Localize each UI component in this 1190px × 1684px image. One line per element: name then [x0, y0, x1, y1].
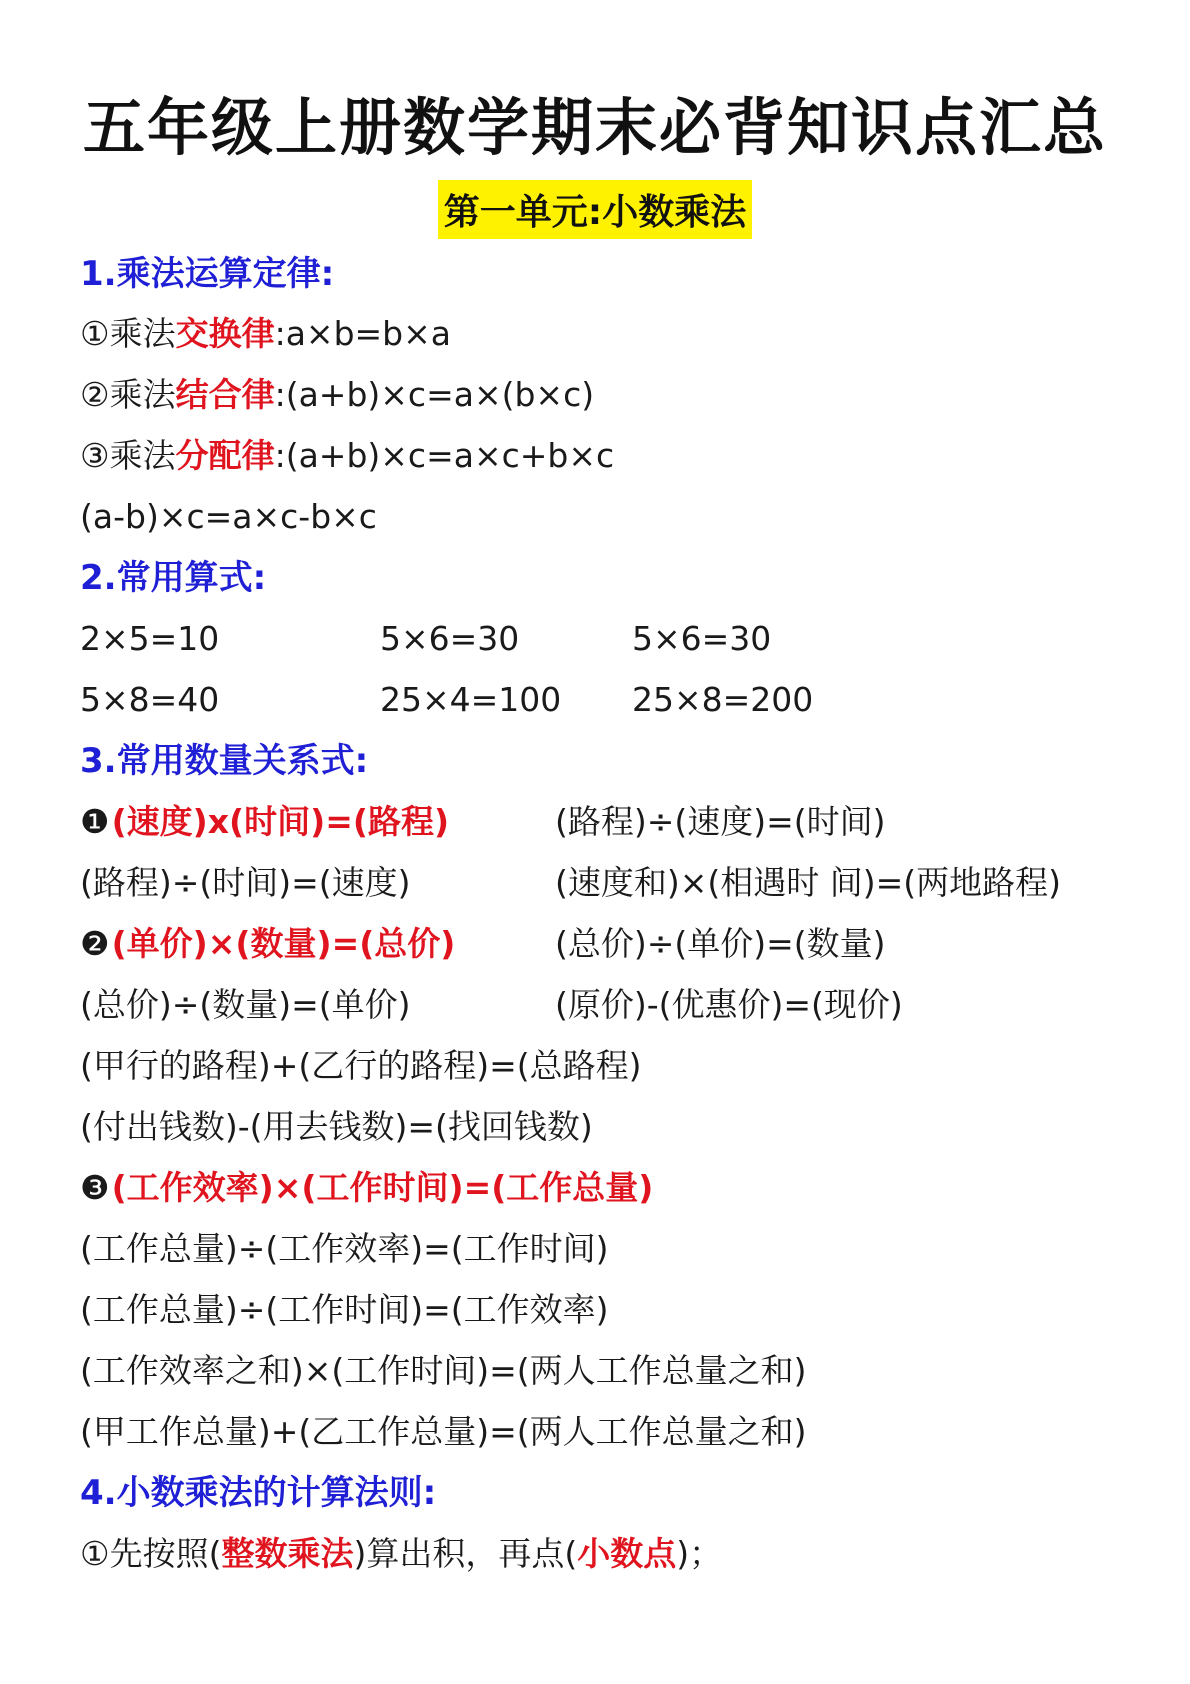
bullet-1-icon: ❶ — [80, 802, 110, 841]
relation-current-price: (原价)-(优惠价)=(现价) — [555, 985, 903, 1024]
rule-keyword: 小数点 — [577, 1534, 677, 1573]
rule-keyword: 交换律 — [175, 314, 275, 353]
relation-price-main — [80, 922, 455, 966]
rule-commutative — [80, 312, 451, 356]
relation-unit-price: (总价)÷(数量)=(单价) — [80, 985, 411, 1024]
relation-time: (路程)÷(速度)=(时间) — [555, 802, 886, 841]
formula-cell: 2×5=10 — [80, 619, 220, 658]
formula-cell: 5×6=30 — [632, 619, 772, 658]
relation-work-efficiency: (工作总量)÷(工作时间)=(工作效率) — [80, 1290, 609, 1329]
rule-keyword: 结合律 — [175, 375, 275, 414]
rule-formula: :(a+b)×c=a×(b×c) — [274, 375, 595, 414]
rule-keyword: 整数乘法 — [221, 1534, 354, 1573]
rule-text: )算出积，再点( — [353, 1534, 578, 1573]
relation-keyword: (工作效率)×(工作时间)=(工作总量) — [111, 1168, 654, 1207]
relation-change: (付出钱数)-(用去钱数)=(找回钱数) — [80, 1107, 593, 1146]
bullet-2-icon: ❷ — [80, 924, 110, 963]
relation-meet-distance: (速度和)×(相遇时 间)=(两地路程) — [555, 863, 1062, 902]
rule-text: )； — [676, 1534, 723, 1573]
rule-prefix: ③乘法 — [80, 436, 176, 475]
relation-total-distance: (甲行的路程)+(乙行的路程)=(总路程) — [80, 1046, 642, 1085]
section-1-heading: 1.乘法运算定律: — [80, 254, 335, 294]
relation-work-time: (工作总量)÷(工作效率)=(工作时间) — [80, 1229, 609, 1268]
section-2-heading: 2.常用算式: — [80, 558, 267, 598]
rule-keyword: 分配律 — [175, 436, 275, 475]
section-3-heading: 3.常用数量关系式: — [80, 741, 369, 781]
rule-prefix: ②乘法 — [80, 375, 176, 414]
unit-banner — [0, 180, 1190, 239]
relation-speed-main — [80, 800, 449, 844]
formula-cell: 5×6=30 — [380, 619, 520, 658]
calc-rule-1 — [80, 1532, 722, 1576]
relation-work-total: (甲工作总量)+(乙工作总量)=(两人工作总量之和) — [80, 1412, 807, 1451]
relation-keyword: (速度)x(时间)=(路程) — [111, 802, 450, 841]
bullet-3-icon: ❸ — [80, 1168, 110, 1207]
rule-formula: :(a+b)×c=a×c+b×c — [274, 436, 615, 475]
rule-associative — [80, 373, 594, 417]
rule-distributive — [80, 434, 614, 478]
relation-quantity: (总价)÷(单价)=(数量) — [555, 924, 886, 963]
relation-keyword: (单价)×(数量)=(总价) — [111, 924, 456, 963]
formula-cell: 25×8=200 — [632, 680, 814, 719]
relation-work-main — [80, 1166, 653, 1210]
formula-cell: 5×8=40 — [80, 680, 220, 719]
unit-title: 第一单元:小数乘法 — [438, 180, 752, 239]
rule-text: ①先按照( — [80, 1534, 222, 1573]
section-4-heading: 4.小数乘法的计算法则: — [80, 1473, 437, 1513]
page-title: 五年级上册数学期末必背知识点汇总 — [82, 91, 1107, 164]
relation-speed: (路程)÷(时间)=(速度) — [80, 863, 411, 902]
rule-prefix: ①乘法 — [80, 314, 176, 353]
rule-formula: :a×b=b×a — [274, 314, 452, 353]
rule-distributive-subtract: (a-b)×c=a×c-b×c — [80, 497, 377, 536]
relation-work-sum: (工作效率之和)×(工作时间)=(两人工作总量之和) — [80, 1351, 807, 1390]
formula-cell: 25×4=100 — [380, 680, 562, 719]
